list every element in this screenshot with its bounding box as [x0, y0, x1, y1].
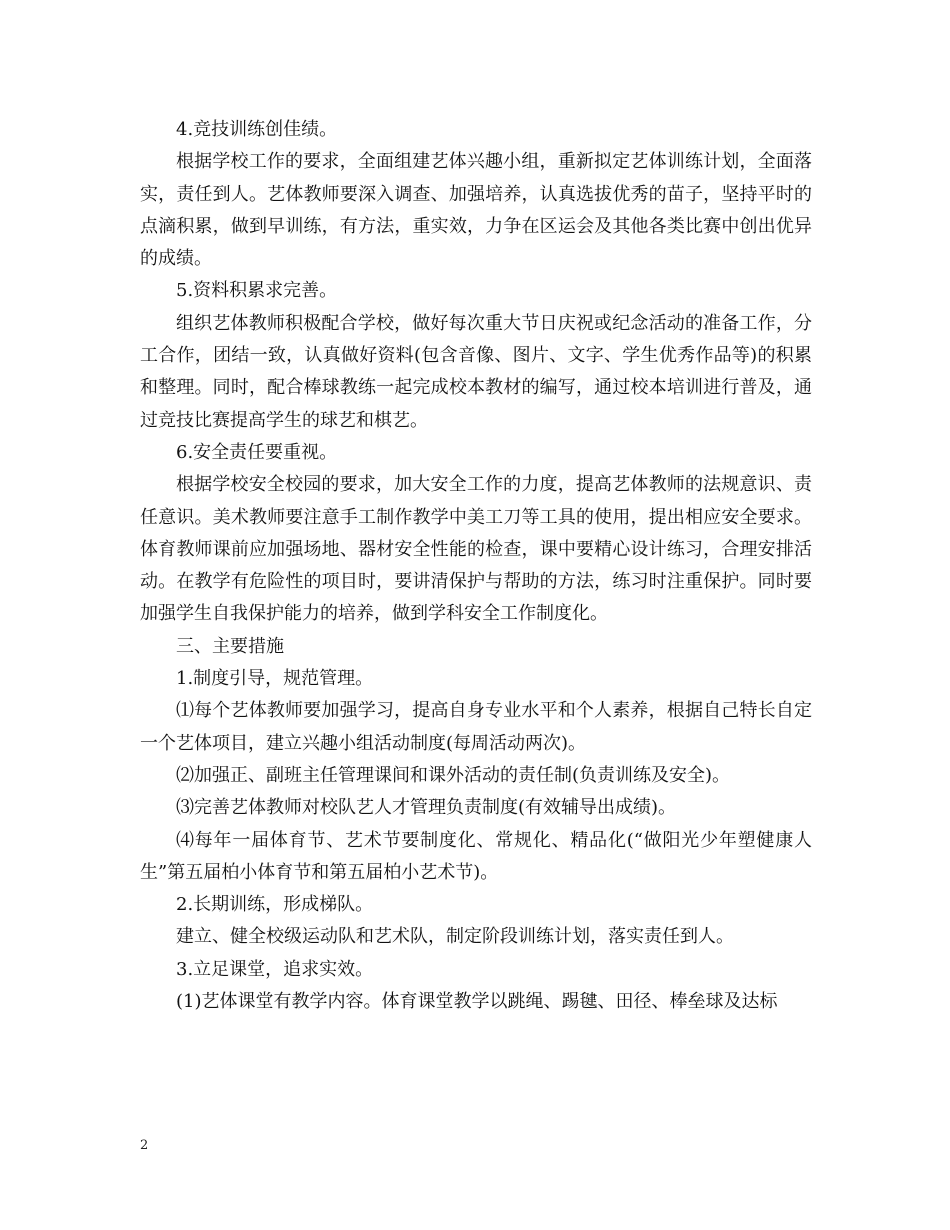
section-heading-main-measures: 三、主要措施	[176, 635, 284, 657]
paragraph-safety: 根据学校安全校园的要求，加大安全工作的力度，提高艺体教师的法规意识、责任意识。美术教师要注意手工制作教学中美工刀等工具的使用，提出相应安全要求。体育教师课前应加强场地、器材安全性能的检查，课中要精心设计练习，合理安排活动。在教学有危险性的项目时，要讲清保护与帮助的方法，练习时注重保护。同时要加强学生自我保护能力的培养，做到学科安全工作制度化。	[140, 474, 812, 625]
paragraph-long-term-training: 建立、健全校级运动队和艺术队，制定阶段训练计划，落实责任到人。	[176, 926, 734, 948]
heading-classroom: 3.立足课堂，追求实效。	[176, 958, 374, 980]
list-item-measure-2: ⑵加强正、副班主任管理课间和课外活动的责任制(负责训练及安全)。	[176, 764, 731, 786]
heading-long-term-training: 2.长期训练，形成梯队。	[176, 894, 374, 916]
heading-competitive-training: 4.竞技训练创佳绩。	[176, 119, 338, 140]
list-item-measure-4: ⑷每年一届体育节、艺术节要制度化、常规化、精品化(“做阳光少年塑健康人生”第五届柏小体育节和第五届柏小艺术节)。	[140, 829, 812, 883]
paragraph-materials: 组织艺体教师积极配合学校，做好每次重大节日庆祝或纪念活动的准备工作，分工合作，团结一致，认真做好资料(包含音像、图片、文字、学生优秀作品等)的积累和整理。同时，配合棒球教练一起完成校本教材的编写，通过校本培训进行普及，通过竞技比赛提高学生的球艺和棋艺。	[140, 312, 812, 431]
list-item-measure-1: ⑴每个艺体教师要加强学习，提高自身专业水平和个人素养，根据自己特长自定一个艺体项目，建立兴趣小组活动制度(每周活动两次)。	[140, 700, 812, 754]
list-item-measure-3: ⑶完善艺体教师对校队艺人才管理负责制度(有效辅导出成绩)。	[176, 797, 677, 819]
paragraph-classroom: (1)艺体课堂有教学内容。体育课堂教学以跳绳、踢毽、田径、棒垒球及达标	[176, 991, 778, 1013]
heading-system-guidance: 1.制度引导，规范管理。	[176, 668, 374, 690]
heading-safety: 6.安全责任要重视。	[176, 441, 338, 463]
paragraph-competitive-training: 根据学校工作的要求，全面组建艺体兴趣小组，重新拟定艺体训练计划，全面落实，责任到人。艺体教师要深入调查、加强培养，认真选拔优秀的苗子，坚持平时的点滴积累，做到早训练，有方法，重实效，力争在区运会及其他各类比赛中创出优异的成绩。	[140, 151, 812, 270]
page-number: 2	[140, 1138, 149, 1153]
heading-materials: 5.资料积累求完善。	[176, 280, 338, 302]
document-body	[140, 114, 812, 1018]
